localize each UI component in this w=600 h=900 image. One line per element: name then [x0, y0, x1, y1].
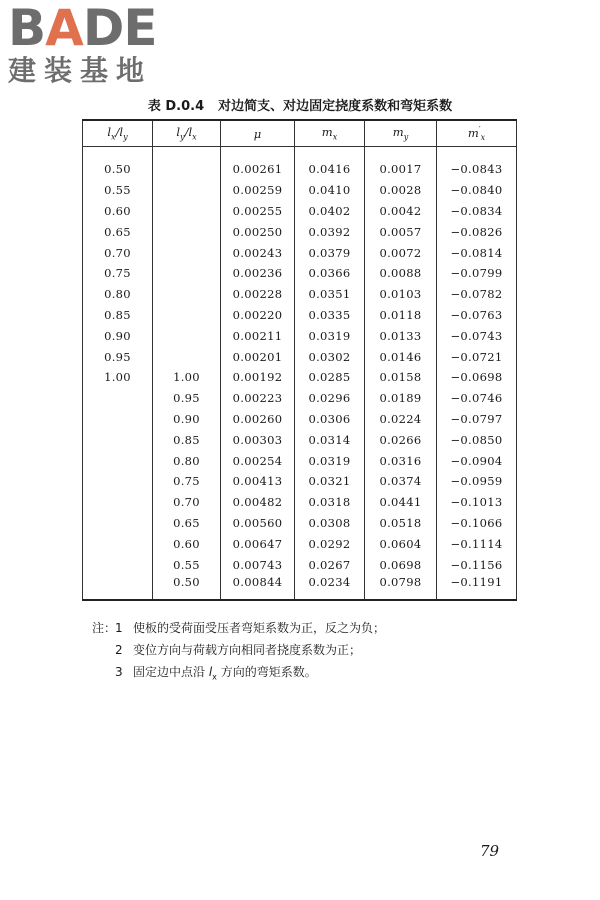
cell-mu: 0.00482 [221, 492, 295, 513]
cell-ly-lx: 0.60 [153, 533, 221, 554]
cell-mu: 0.00192 [221, 367, 295, 388]
cell-mx-prime: −0.0850 [437, 429, 517, 450]
table-row [83, 388, 517, 409]
table-row [83, 575, 517, 600]
cell-ly-lx: 0.90 [153, 409, 221, 430]
table-body [83, 147, 517, 600]
note-1: 注：1 使板的受荷面受压者弯矩系数为正，反之为负； [92, 617, 385, 639]
cell-mx: 0.0318 [295, 492, 365, 513]
cell-mx: 0.0402 [295, 201, 365, 222]
table-row [83, 346, 517, 367]
cell-my: 0.0133 [365, 325, 437, 346]
cell-ly-lx: 1.00 [153, 367, 221, 388]
cell-mu: 0.00560 [221, 513, 295, 534]
cell-lx-ly [83, 533, 153, 554]
cell-my: 0.0072 [365, 242, 437, 263]
cell-mu: 0.00223 [221, 388, 295, 409]
cell-mu: 0.00261 [221, 159, 295, 180]
cell-mu: 0.00201 [221, 346, 295, 367]
cell-mu: 0.00220 [221, 305, 295, 326]
table-row [83, 284, 517, 305]
cell-mu: 0.00844 [221, 575, 295, 600]
cell-ly-lx: 0.50 [153, 575, 221, 600]
cell-my: 0.0266 [365, 429, 437, 450]
cell-ly-lx [153, 201, 221, 222]
cell-mx: 0.0416 [295, 159, 365, 180]
table-row [83, 409, 517, 430]
cell-mx: 0.0306 [295, 409, 365, 430]
cell-mx-prime: −0.0721 [437, 346, 517, 367]
cell-lx-ly [83, 409, 153, 430]
cell-lx-ly: 0.55 [83, 180, 153, 201]
cell-my: 0.0057 [365, 221, 437, 242]
table-number: 表 D.0.4 [147, 99, 205, 114]
cell-lx-ly: 0.65 [83, 221, 153, 242]
cell-ly-lx [153, 305, 221, 326]
cell-ly-lx [153, 346, 221, 367]
table-row [83, 429, 517, 450]
table-row [83, 367, 517, 388]
cell-lx-ly: 1.00 [83, 367, 153, 388]
cell-lx-ly [83, 513, 153, 534]
bade-logo [8, 2, 183, 88]
cell-my: 0.0604 [365, 533, 437, 554]
logo-mark: BADE [8, 0, 157, 57]
cell-lx-ly: 0.85 [83, 305, 153, 326]
cell-lx-ly [83, 450, 153, 471]
cell-my: 0.0224 [365, 409, 437, 430]
cell-ly-lx: 0.80 [153, 450, 221, 471]
cell-mx: 0.0308 [295, 513, 365, 534]
cell-mx-prime: −0.0782 [437, 284, 517, 305]
table-spacer-row [83, 147, 517, 160]
table-row [83, 325, 517, 346]
cell-mx: 0.0314 [295, 429, 365, 450]
cell-mx: 0.0319 [295, 325, 365, 346]
cell-mx-prime: −0.0763 [437, 305, 517, 326]
cell-mx-prime: −0.0834 [437, 201, 517, 222]
cell-ly-lx [153, 221, 221, 242]
cell-mx: 0.0234 [295, 575, 365, 600]
cell-mx: 0.0285 [295, 367, 365, 388]
cell-lx-ly: 0.60 [83, 201, 153, 222]
table-row [83, 513, 517, 534]
cell-mx: 0.0335 [295, 305, 365, 326]
cell-lx-ly: 0.75 [83, 263, 153, 284]
cell-my: 0.0146 [365, 346, 437, 367]
cell-mx-prime: −0.1191 [437, 575, 517, 600]
table-row [83, 492, 517, 513]
cell-my: 0.0189 [365, 388, 437, 409]
cell-mx: 0.0351 [295, 284, 365, 305]
cell-ly-lx: 0.55 [153, 554, 221, 575]
cell-lx-ly [83, 554, 153, 575]
cell-lx-ly [83, 388, 153, 409]
cell-ly-lx [153, 325, 221, 346]
cell-my: 0.0042 [365, 201, 437, 222]
cell-mx: 0.0292 [295, 533, 365, 554]
note-2: 2 变位方向与荷载方向相同者挠度系数为正； [115, 643, 362, 657]
table-row [83, 242, 517, 263]
cell-mu: 0.00243 [221, 242, 295, 263]
cell-mu: 0.00254 [221, 450, 295, 471]
cell-mx: 0.0410 [295, 180, 365, 201]
cell-my: 0.0374 [365, 471, 437, 492]
table-row [83, 159, 517, 180]
cell-mx-prime: −0.1114 [437, 533, 517, 554]
cell-ly-lx [153, 284, 221, 305]
cell-mx-prime: −0.0797 [437, 409, 517, 430]
cell-mx-prime: −0.1013 [437, 492, 517, 513]
cell-my: 0.0118 [365, 305, 437, 326]
header-my: $m_y$ [365, 120, 437, 147]
cell-ly-lx [153, 159, 221, 180]
cell-mu: 0.00260 [221, 409, 295, 430]
cell-ly-lx [153, 180, 221, 201]
cell-mx: 0.0319 [295, 450, 365, 471]
cell-mx: 0.0267 [295, 554, 365, 575]
header-ly-lx: $l_y/l_x$ [153, 120, 221, 147]
cell-mu: 0.00259 [221, 180, 295, 201]
table-row [83, 450, 517, 471]
cell-ly-lx [153, 242, 221, 263]
cell-mx-prime: −0.0959 [437, 471, 517, 492]
cell-mu: 0.00236 [221, 263, 295, 284]
cell-ly-lx: 0.70 [153, 492, 221, 513]
cell-mu: 0.00303 [221, 429, 295, 450]
cell-mu: 0.00743 [221, 554, 295, 575]
table-header-row [83, 120, 517, 147]
table-notes [92, 617, 385, 688]
cell-my: 0.0798 [365, 575, 437, 600]
coefficient-table [82, 119, 517, 601]
cell-lx-ly [83, 429, 153, 450]
header-lx-ly: $l_x/l_y$ [83, 120, 153, 147]
table-row [83, 221, 517, 242]
header-mx-prime: $m'_x$ [437, 120, 517, 147]
table-row [83, 305, 517, 326]
table-row [83, 201, 517, 222]
page-number: 79 [480, 842, 500, 860]
table-row [83, 180, 517, 201]
cell-mx: 0.0321 [295, 471, 365, 492]
cell-my: 0.0518 [365, 513, 437, 534]
cell-lx-ly [83, 471, 153, 492]
cell-ly-lx: 0.85 [153, 429, 221, 450]
cell-mx: 0.0379 [295, 242, 365, 263]
notes-lead: 注： [92, 621, 117, 635]
cell-mx: 0.0392 [295, 221, 365, 242]
cell-mx: 0.0302 [295, 346, 365, 367]
cell-my: 0.0158 [365, 367, 437, 388]
table-row [83, 554, 517, 575]
cell-lx-ly: 0.95 [83, 346, 153, 367]
cell-mu: 0.00255 [221, 201, 295, 222]
cell-lx-ly: 0.70 [83, 242, 153, 263]
cell-lx-ly [83, 492, 153, 513]
header-mx: $m_x$ [295, 120, 365, 147]
cell-my: 0.0316 [365, 450, 437, 471]
cell-my: 0.0441 [365, 492, 437, 513]
cell-lx-ly: 0.90 [83, 325, 153, 346]
cell-mu: 0.00647 [221, 533, 295, 554]
table-row [83, 471, 517, 492]
cell-mx: 0.0366 [295, 263, 365, 284]
table-row [83, 533, 517, 554]
cell-mu: 0.00413 [221, 471, 295, 492]
cell-my: 0.0017 [365, 159, 437, 180]
cell-mx-prime: −0.0843 [437, 159, 517, 180]
cell-my: 0.0028 [365, 180, 437, 201]
cell-mx-prime: −0.0814 [437, 242, 517, 263]
cell-mx: 0.0296 [295, 388, 365, 409]
cell-mx-prime: −0.0904 [437, 450, 517, 471]
table-row [83, 263, 517, 284]
cell-lx-ly: 0.80 [83, 284, 153, 305]
cell-ly-lx: 0.65 [153, 513, 221, 534]
table-caption [0, 95, 600, 114]
note-3: 3 固定边中点沿 $l_x$ 方向的弯矩系数。 [115, 665, 317, 682]
cell-ly-lx: 0.75 [153, 471, 221, 492]
cell-ly-lx [153, 263, 221, 284]
cell-my: 0.0088 [365, 263, 437, 284]
cell-mx-prime: −0.0799 [437, 263, 517, 284]
cell-lx-ly: 0.50 [83, 159, 153, 180]
header-mu: μ [221, 120, 295, 147]
cell-my: 0.0103 [365, 284, 437, 305]
cell-mu: 0.00250 [221, 221, 295, 242]
cell-mu: 0.00228 [221, 284, 295, 305]
logo-subtitle: 建装基地 [8, 54, 153, 87]
cell-mu: 0.00211 [221, 325, 295, 346]
cell-lx-ly [83, 575, 153, 600]
cell-mx-prime: −0.0746 [437, 388, 517, 409]
table-title: 对边简支、对边固定挠度系数和弯矩系数 [218, 99, 453, 114]
cell-mx-prime: −0.0743 [437, 325, 517, 346]
cell-mx-prime: −0.1156 [437, 554, 517, 575]
cell-mx-prime: −0.0840 [437, 180, 517, 201]
cell-mx-prime: −0.1066 [437, 513, 517, 534]
cell-ly-lx: 0.95 [153, 388, 221, 409]
cell-my: 0.0698 [365, 554, 437, 575]
cell-mx-prime: −0.0698 [437, 367, 517, 388]
cell-mx-prime: −0.0826 [437, 221, 517, 242]
